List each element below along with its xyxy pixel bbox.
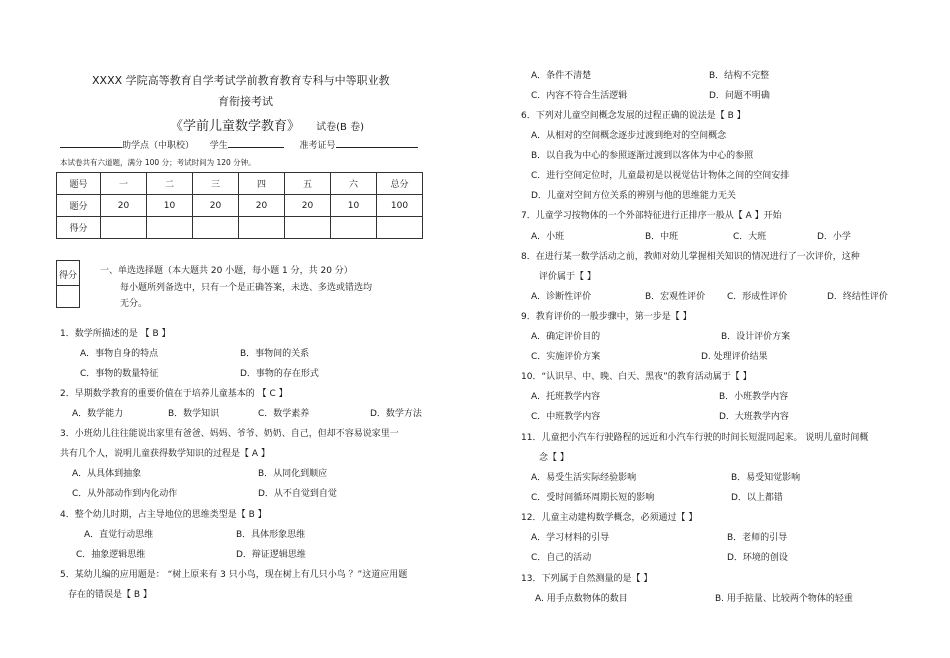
option-6b[interactable]: B．以自我为中心的参照逐渐过渡到以客体为中心的参照 <box>531 151 754 161</box>
option-9b[interactable]: B．设计评价方案 <box>721 332 791 342</box>
option-1a[interactable]: A．事物自身的特点 <box>80 349 159 359</box>
option-3b[interactable]: B．从同化到顺应 <box>258 469 328 479</box>
option-10c[interactable]: C．中班教学内容 <box>531 412 601 422</box>
table-cell: 六 <box>331 173 377 195</box>
question-10: 10．“认识早、中、晚、白天、黑夜”的教育活动属于【 】 <box>521 372 752 382</box>
row-label: 得分 <box>57 217 101 239</box>
option-2d[interactable]: D．数学方法 <box>370 409 422 419</box>
section1-heading: 一、单选选择题（本大题共 20 小题，每小题 1 分，共 20 分） <box>100 266 353 276</box>
option-10b[interactable]: B．小班教学内容 <box>719 392 789 402</box>
right-column <box>475 0 950 658</box>
paper-version: 试卷(B 卷) <box>316 122 364 133</box>
question-1: 1．数学所描述的是 【 B 】 <box>60 329 171 339</box>
table-cell: 四 <box>239 173 285 195</box>
option-11b[interactable]: B．易受知觉影响 <box>731 473 801 483</box>
option-2b[interactable]: B．数学知识 <box>168 409 220 419</box>
question-13: 13．下列属于自然测量的是【 】 <box>521 574 653 584</box>
site-label: 助学点（中职校） <box>122 141 195 151</box>
table-cell: 20 <box>285 195 331 217</box>
option-2a[interactable]: A．数学能力 <box>72 409 124 419</box>
score-table <box>56 172 423 239</box>
option-5a[interactable]: A．条件不清楚 <box>531 71 592 81</box>
info-fields <box>60 138 418 151</box>
option-9c[interactable]: C．实施评价方案 <box>531 352 601 362</box>
section-score-label: 得分 <box>59 271 78 281</box>
divider <box>57 285 79 286</box>
table-cell: 三 <box>193 173 239 195</box>
title-line-1: XXXX 学院高等教育自学考试学前教育教育专科与中等职业教 <box>92 74 390 87</box>
option-10d[interactable]: D．大班教学内容 <box>719 412 789 422</box>
table-cell: 20 <box>101 195 147 217</box>
table-cell: 二 <box>147 173 193 195</box>
question-11-cont: 念【 】 <box>539 453 569 463</box>
option-11c[interactable]: C．受时间循环周期长短的影响 <box>531 493 655 503</box>
table-cell: 10 <box>147 195 193 217</box>
option-7a[interactable]: A．小班 <box>531 232 565 242</box>
option-8d[interactable]: D．终结性评价 <box>827 292 888 302</box>
option-11a[interactable]: A．易受生活实际经验影响 <box>531 473 637 483</box>
table-cell: 五 <box>285 173 331 195</box>
id-label: 准考证号 <box>299 141 336 151</box>
table-cell: 10 <box>331 195 377 217</box>
table-row <box>57 217 423 239</box>
course-name: 《学前儿童数学教育》 <box>170 119 301 134</box>
option-9d[interactable]: D. 处理评价结果 <box>701 352 768 362</box>
option-12a[interactable]: A．学习材料的引导 <box>531 533 610 543</box>
score-input-cell[interactable] <box>285 217 331 239</box>
section-score-box <box>56 260 80 308</box>
title-line-2: 育衔接考试 <box>218 95 273 108</box>
option-1d[interactable]: D．事物的存在形式 <box>240 369 319 379</box>
question-2: 2．早期数学教育的重要价值在于培养儿童基本的 【 C 】 <box>60 389 288 399</box>
score-input-cell[interactable] <box>193 217 239 239</box>
option-12d[interactable]: D．环境的创设 <box>727 553 788 563</box>
option-8c[interactable]: C．形成性评价 <box>727 292 788 302</box>
option-10a[interactable]: A．托班教学内容 <box>531 392 601 402</box>
table-cell: 20 <box>239 195 285 217</box>
question-3: 3．小班幼儿往往能说出家里有爸爸、妈妈、爷爷、奶奶、自己，但却不容易说家里一 <box>60 429 399 439</box>
exam-note: 本试卷共有六道题，满分 100 分；考试时间为 120 分钟。 <box>60 158 256 167</box>
student-label: 学生 <box>209 141 228 151</box>
section1-instruction: 每小题所列备选中，只有一个是正确答案，未选、多选或错选均 <box>120 283 373 293</box>
table-row <box>57 173 423 195</box>
question-8-cont: 评价属于【 】 <box>539 272 596 282</box>
option-6a[interactable]: A．从相对的空间概念逐步过渡到绝对的空间概念 <box>531 131 727 141</box>
option-4a[interactable]: A．直觉行动思维 <box>84 530 154 540</box>
option-3d[interactable]: D．从不自觉到自觉 <box>258 489 337 499</box>
option-7d[interactable]: D．小学 <box>817 232 851 242</box>
option-12b[interactable]: B．老师的引导 <box>727 533 788 543</box>
option-5d[interactable]: D．问题不明确 <box>709 91 770 101</box>
question-6: 6．下列对儿童空间概念发展的过程正确的说法是【 B 】 <box>521 111 746 121</box>
option-11d[interactable]: D．以上都错 <box>731 493 783 503</box>
option-8a[interactable]: A．诊断性评价 <box>531 292 592 302</box>
question-9: 9．教育评价的一般步骤中，第一步是【 】 <box>521 312 692 322</box>
option-5b[interactable]: B．结构不完整 <box>709 71 770 81</box>
table-cell: 一 <box>101 173 147 195</box>
option-3a[interactable]: A．从具体到抽象 <box>72 469 142 479</box>
question-8: 8．在进行某一数学活动之前，教师对幼儿掌握相关知识的情况进行了一次评价，这种 <box>521 252 860 262</box>
option-7c[interactable]: C．大班 <box>733 232 767 242</box>
option-13b[interactable]: B. 用手掂量、比较两个物体的轻重 <box>715 594 853 604</box>
option-9a[interactable]: A．确定评价目的 <box>531 332 601 342</box>
option-4c[interactable]: C．抽象逻辑思维 <box>76 550 146 560</box>
section1-instruction-end: 无分。 <box>120 299 148 309</box>
option-6d[interactable]: D．儿童对空间方位关系的辨别与他的思维能力无关 <box>531 191 736 201</box>
id-blank[interactable] <box>336 138 418 148</box>
score-input-cell[interactable] <box>147 217 193 239</box>
option-2c[interactable]: C．数学素养 <box>258 409 310 419</box>
option-4d[interactable]: D．辩证逻辑思维 <box>236 550 306 560</box>
score-input-cell[interactable] <box>377 217 423 239</box>
exam-title <box>170 115 364 134</box>
option-4b[interactable]: B．具体形象思维 <box>236 530 306 540</box>
option-3c[interactable]: C．从外部动作到内化动作 <box>72 489 178 499</box>
table-cell: 100 <box>377 195 423 217</box>
question-11: 11．儿童把小汽车行驶路程的远近和小汽车行驶的时间长短混同起来。 说明儿童时间概 <box>521 433 869 443</box>
site-blank[interactable] <box>60 138 122 148</box>
option-1b[interactable]: B．事物间的关系 <box>240 349 310 359</box>
table-cell: 20 <box>193 195 239 217</box>
score-input-cell[interactable] <box>239 217 285 239</box>
option-8b[interactable]: B．宏观性评价 <box>645 292 706 302</box>
score-input-cell[interactable] <box>101 217 147 239</box>
question-5: 5．某幼儿编的应用题是： “树上原来有 3 只小鸟，现在树上有几只小鸟 ？”这道应用题 <box>60 570 408 580</box>
question-7: 7．儿童学习按物体的一个外部特征进行正排序一般从【 A 】开始 <box>521 211 782 221</box>
option-5c[interactable]: C．内容不符合生活逻辑 <box>531 91 628 101</box>
question-5-cont: 存在的错误是【 B 】 <box>68 590 152 600</box>
question-3-cont: 共有几个人，说明儿童获得数学知识的过程是【 A 】 <box>60 449 270 459</box>
table-cell: 总分 <box>377 173 423 195</box>
score-input-cell[interactable] <box>331 217 377 239</box>
option-13a[interactable]: A. 用手点数物体的数目 <box>535 594 628 604</box>
question-12: 12．儿童主动建构数学概念，必须通过【 】 <box>521 513 698 523</box>
question-4: 4．整个幼儿时期，占主导地位的思维类型是【 B 】 <box>60 510 267 520</box>
option-1c[interactable]: C．事物的数量特征 <box>80 369 159 379</box>
student-blank[interactable] <box>228 138 284 148</box>
option-6c[interactable]: C．进行空间定位时，儿童最初是以视觉估计物体之间的空间安排 <box>531 171 790 181</box>
table-row <box>57 195 423 217</box>
option-7b[interactable]: B．中班 <box>645 232 679 242</box>
row-label: 题分 <box>57 195 101 217</box>
row-label: 题号 <box>57 173 101 195</box>
option-12c[interactable]: C．自己的活动 <box>531 553 592 563</box>
